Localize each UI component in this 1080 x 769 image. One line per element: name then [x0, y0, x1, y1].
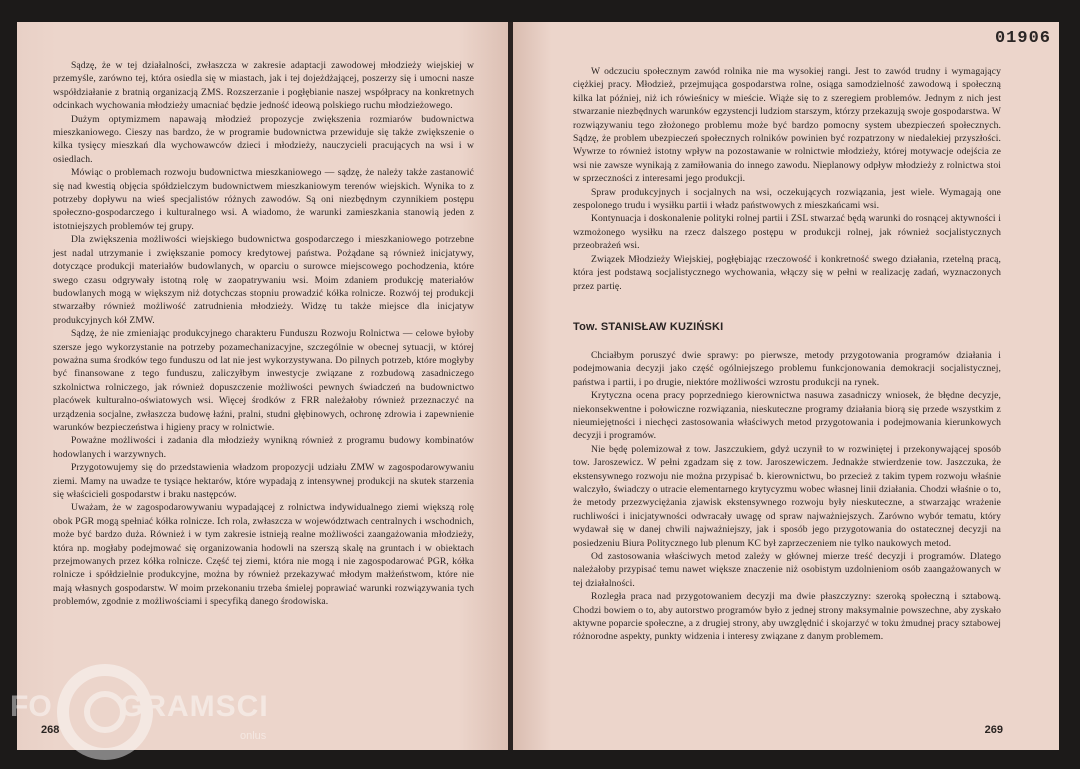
left-text-column — [53, 59, 474, 609]
paragraph: Spraw produkcyjnych i socjalnych na wsi, oczekujących rozwiązania, jest wiele. Wymagają one zespolonego trudu i wysiłku partii i władz państwowych z mieszkańcami wsi. — [573, 186, 1001, 212]
paragraph: Poważne możliwości i zadania dla młodzieży wynikną również z programu budowy kombinatów hodowlanych i warzywnych. — [53, 435, 474, 460]
right-text-column — [573, 65, 1001, 644]
left-page — [17, 22, 508, 750]
right-page — [513, 22, 1059, 750]
paragraph: Dla zwiększenia możliwości wiejskiego budownictwa gospodarczego i mieszkaniowego potrzebne jest nadal utrzymanie i zwiększanie pomocy kredytowej państwa. Pożądane są również inicjatywy, dotyczące produkcji materiałów budowlanych, w oparciu o surowce miejscowego pochodzenia, które swego czasu odgrywały istotną rolę w zaopatrywaniu wsi. Moim zdaniem produkcję materiałów budowlanych mogą w większym niż dotychczas stopniu prowadzić kółka rolnicze. Rozwój tej produkcji stwarzałby również możliwość zatrudnienia młodzieży. Widzę tu także miejsce dla inicjatyw produkcyjnych kół ZMW. — [53, 234, 474, 326]
paragraph: Sądzę, że w tej działalności, zwłaszcza w zakresie adaptacji zawodowej młodzieży wiejskiej w przemyśle, zarówno tej, która osiedla się w miastach, jak i tej dojeżdżającej, poszerzy się i umocni nasze współdziałanie z bratnią organizacją ZMS. Rozszerzanie i pogłębianie naszej współpracy na konkretnych odcinkach wychowania młodzieży umacniać będzie jedność ideową polskiego ruchu młodzieżowego. — [53, 60, 474, 112]
paragraph: Nie będę polemizował z tow. Jaszczukiem, gdyż uczynił to w rozwiniętej i przekonywającej sposób tow. Jaroszewicz. W pełni zgadzam się z tow. Jaroszewiczem. Jednakże stwierdzenie tow. Jaszczuka, że ekstensywnego rozwoju nie można przypisać b. kierownictwu, bo przecież z takim typem rozwoju właśnie walczyło, świadczy o utracie elementarnego krytycyzmu wobec własnej linii działania. Chodzi właśnie o to, że metody przezwyciężania zjawisk ekstensywnego rozwoju były nieskuteczne, a stwarzając wrażenie ruchliwości i inicjatywności odwracały uwagę od spraw najważniejszych. Zarówno wybór tematu, który wydawał się w danej chwili najważniejszy, jak i sposób jego przygotowania do ostatecznej decyzji na posiedzeniu Biura Politycznego lub plenum KC był zaprzeczeniem nie tylko naukowych metod. — [573, 443, 1001, 549]
paragraph: Przygotowujemy się do przedstawienia władzom propozycji udziału ZMW w zagospodarowywaniu ziemi. Mamy na uwadze te tysiące hektarów, które wypadają z intensywnej produkcji na skutek starzenia się właścicieli gospodarstw i braku następców. — [53, 462, 474, 500]
paragraph: W odczuciu społecznym zawód rolnika nie ma wysokiej rangi. Jest to zawód trudny i wymagający ciężkiej pracy. Młodzież, przejmująca gospodarstwa rolne, osiąga samodzielność zawodową i społeczną kilka lat później, niż ich rówieśnicy w mieście. Wiąże się to z szeregiem problemów. Jednym z nich jest stwarzanie niezbędnych warunków egzystencji ludziom starszym, którzy przekazują swoje gospodarstwa. W rozwiązywaniu tego złożonego problemu może być bardzo pomocny system ubezpieczeń społecznych. Sądzę, że problem ubezpieczeń społecznych rolników powinien być rozpatrzony w niedalekiej przyszłości. Wywrze to również istotny wpływ na pozostawanie w rolnictwie młodzieży, której motywacje odejścia ze wsi nie zawsze wynikają z zamiłowania do innego zawodu. Nieplanowy odpływ młodzieży z rolnictwa stoi w sprzeczności z interesami jego produkcji. — [573, 66, 1001, 185]
speaker-heading: Tow. STANISŁAW KUZIŃSKI — [573, 320, 724, 333]
paragraph: Mówiąc o problemach rozwoju budownictwa mieszkaniowego — sądzę, że należy także zastanowić się nad kwestią objęcia spółdzielczym budownictwem mieszkaniowym terenów wiejskich. Wynika to z potrzeby dopływu na wieś specjalistów różnych zawodów. Są oni niezbędnym czynnikiem postępu społeczno-gospodarczego i kulturalnego wsi. A wiadomo, że warunki zamieszkania stanowią jeden z istotniejszych problemów tej grupy. — [53, 167, 474, 232]
watermark-name: GRAMSCI — [120, 690, 269, 723]
book-spread — [17, 22, 1059, 750]
paragraph: Kontynuacja i doskonalenie polityki rolnej partii i ZSL stwarzać będą warunki do rosnącej aktywności i wzmożonego wysiłku na rzecz dalszego postępu w produkcji rolnej, jak również socjalistycznych przeobrażeń wsi. — [573, 213, 1001, 252]
paragraph: Związek Młodzieży Wiejskiej, pogłębiając rzeczowość i konkretność swego działania, rzetelną pracą, która jest podstawą socjalistycznego wychowania, włączy się w pełni w realizację zadań, wyznaczonych przez partię. — [573, 253, 1001, 292]
paragraph: Krytyczna ocena pracy poprzedniego kierownictwa nasuwa zasadniczy wniosek, że błędne decyzje, niekonsekwentne i połowiczne rozwiązania, nieskuteczne programy działania biorą się przede wszystkim z nieumiejętności i niechęci zastosowania właściwych metod przygotowania i podejmowania kierunkowych decyzji i programów. — [573, 390, 1001, 442]
paragraph: Sądzę, że nie zmieniając produkcyjnego charakteru Funduszu Rozwoju Rolnictwa — celowe byłoby szersze jego wykorzystanie na potrzeby pozamechanizacyjne, szczególnie w obecnej sytuacji, w której poważna suma środków tego funduszu od lat nie jest wykorzystywana. Do pilnych potrzeb, które mogłyby być finansowane z tego funduszu, zaliczyłbym inwestycje związane z rozbudową zasadniczego szkolnictwa rolniczego, jak również dopuszczenie możliwości pewnych świadczeń na budownictwo placówek kulturalno-oświatowych wsi. Więcej środków z FRR należałoby również przeznaczyć na urządzenia socjalne, zwłaszcza budowę łaźni, pralni, studni głębinowych, ochronę zdrowia i zapewnienie warunków bezpieczeństwa i higieny pracy w rolnictwie. — [53, 328, 474, 433]
watermark-sub: onlus — [240, 730, 267, 742]
paragraph: Od zastosowania właściwych metod zależy w głównej mierze treść decyzji i programów. Dlatego należałoby przypisać temu nawet większe znaczenie niż osobistym uzdolnieniom osób zaangażowanych w tej działalności. — [573, 551, 1001, 589]
paragraph: Dużym optymizmem napawają młodzież propozycje zwiększenia rozmiarów budownictwa mieszkaniowego. Cieszy nas bardzo, że w programie budownictwa przewiduje się także zwiększenie o kilka tysięcy mieszkań dla wychowawców dzieci i młodzieży, nauczycieli pracujących na wsi i w osiedlach. — [53, 113, 474, 165]
paragraph: Rozległa praca nad przygotowaniem decyzji ma dwie płaszczyzny: szeroką społeczną i sztabową. Chodzi bowiem o to, aby autorstwo programów było z jednej strony maksymalnie powszechne, aby zyskało aktywne poparcie społeczne, a z drugiej strony, aby uwzględnić i skojarzyć w toku żmudnej pracy sztabowej różnorodne aspekty, punkty widzenia i interesy związane z danym problemem. — [573, 591, 1001, 643]
watermark-prefix: FO — [10, 690, 52, 723]
right-page-number: 269 — [984, 724, 1003, 736]
left-page-number: 268 — [41, 724, 60, 736]
paragraph: Uważam, że w zagospodarowywaniu wypadającej z rolnictwa indywidualnego ziemi większą rolę obok PGR mogą spełniać kółka rolnicze. Ich rola, zwłaszcza w województwach centralnych i wschodnich, może być bardzo duża. Również i w tym zakresie istnieją realne możliwości zaangażowania młodzieży, która np. mogłaby podejmować się organizowania hodowli na szerszą skalę na gruntach i w obiektach przejmowanych przez kółka rolnicze. Część tej ziemi, która nie mogą i nie zagospodarować PGR, kółka rolnicze i spółdzielnie produkcyjne, można by również przekazywać młodym małżeństwom, które nie mają własnych gospodarstw. W moim przekonaniu trzeba śmielej poprawiać warunki rozwiązywania tych problemów, zgodnie z możliwościami i specyfiką danego środowiska. — [53, 502, 474, 608]
archive-stamp-number: 01906 — [994, 29, 1051, 48]
paragraph: Chciałbym poruszyć dwie sprawy: po pierwsze, metody przygotowania programów działania i podejmowania decyzji jako część ogólniejszego problemu funkcjonowania demokracji socjalistycznej, państwa i partii, i po drugie, niektóre możliwości wzrostu produkcji na rynek. — [573, 349, 1001, 388]
